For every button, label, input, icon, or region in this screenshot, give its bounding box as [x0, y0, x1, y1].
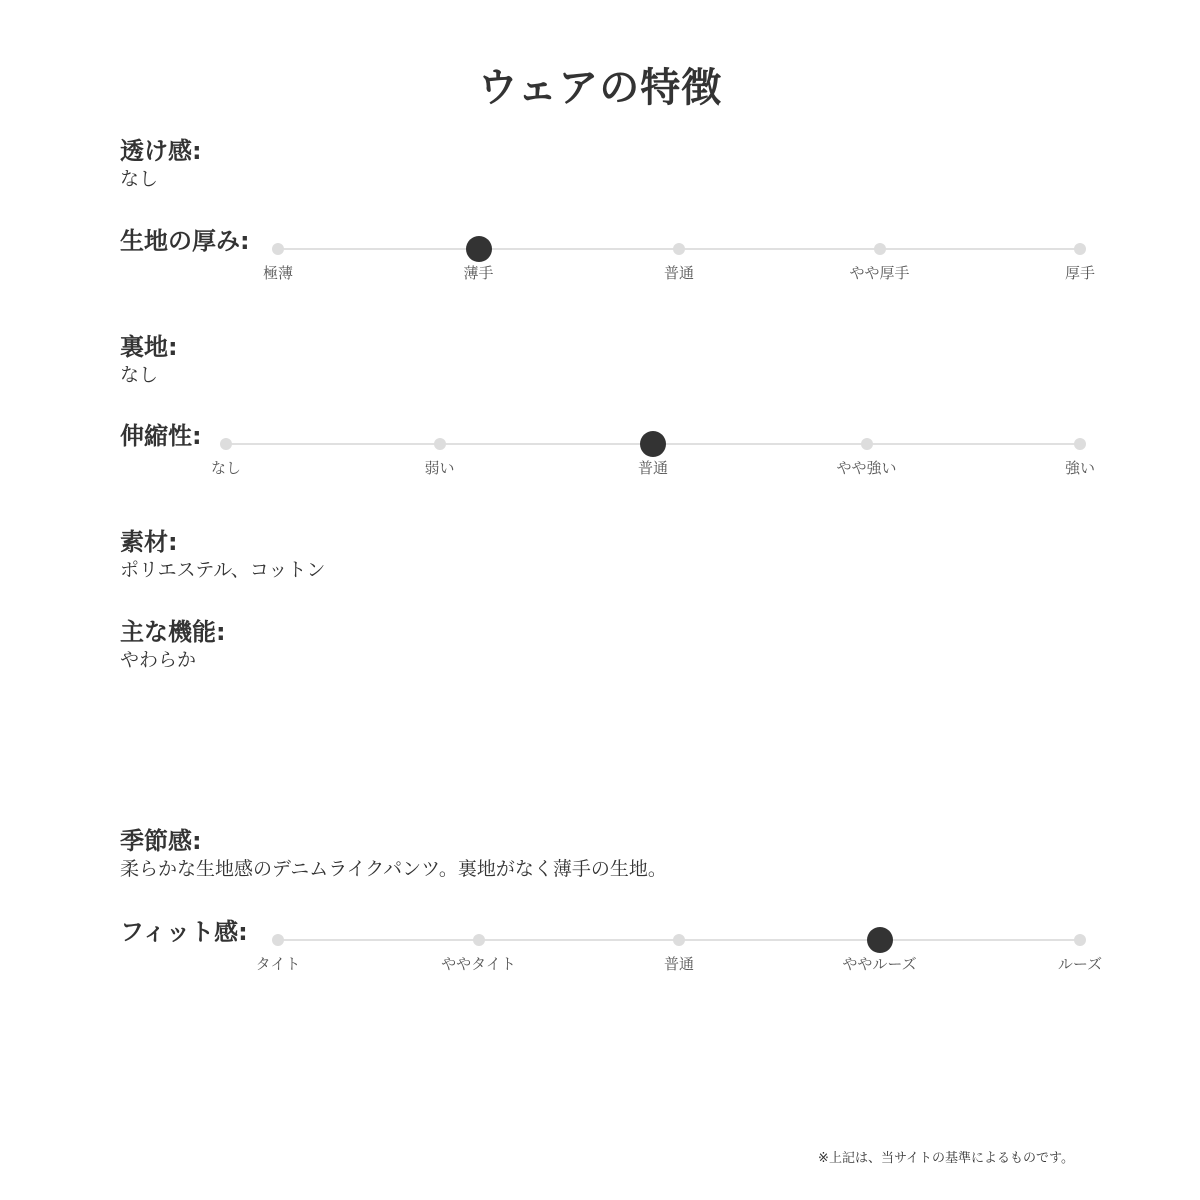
stretch-dot-selected: [640, 431, 666, 457]
material-label: 素材:: [120, 528, 178, 556]
thickness-label: 生地の厚み:: [120, 227, 250, 255]
stretch-label: 伸縮性:: [120, 422, 202, 450]
thickness-dot: [874, 243, 886, 255]
thickness-option-label: やや厚手: [849, 264, 910, 282]
lining-section: [120, 332, 178, 387]
lining-value: なし: [120, 364, 159, 386]
lining-label: 裏地:: [120, 333, 178, 361]
transparency-label: 透け感:: [120, 137, 202, 165]
thickness-option-label: 極薄: [262, 264, 294, 282]
thickness-scale: [120, 226, 1100, 286]
functions-section: [120, 617, 226, 672]
stretch-option-label: 普通: [637, 459, 669, 477]
fit-dot-selected: [867, 927, 893, 953]
fit-dot: [673, 934, 685, 946]
transparency-value: なし: [120, 168, 159, 190]
footnote: ※上記は、当サイトの基準によるものです。: [818, 1151, 1074, 1166]
thickness-dot-selected: [466, 236, 492, 262]
material-section: [120, 527, 325, 582]
functions-label: 主な機能:: [120, 618, 226, 646]
thickness-option-label: 普通: [663, 264, 695, 282]
transparency-section: [120, 136, 202, 191]
fit-option-label: 普通: [663, 955, 695, 973]
stretch-dot: [220, 438, 232, 450]
stretch-option-label: 弱い: [424, 459, 455, 477]
thickness-option-label: 薄手: [463, 264, 494, 282]
season-label: 季節感:: [120, 827, 202, 855]
stretch-dot: [861, 438, 873, 450]
stretch-scale: [120, 421, 1100, 481]
fit-option-label: ルーズ: [1057, 955, 1103, 973]
stretch-option-label: やや強い: [836, 459, 897, 477]
fit-option-label: ややルーズ: [842, 955, 917, 973]
thickness-option-label: 厚手: [1064, 264, 1096, 282]
material-value: ポリエステル、コットン: [120, 559, 326, 581]
fit-scale: [120, 917, 1103, 977]
stretch-dot: [434, 438, 446, 450]
fit-option-label: ややタイト: [441, 955, 516, 973]
season-value: 柔らかな生地感のデニムライクパンツ。裏地がなく薄手の生地。: [120, 858, 667, 880]
stretch-option-label: なし: [210, 459, 242, 477]
thickness-dot: [1074, 243, 1086, 255]
fit-option-label: タイト: [255, 955, 301, 973]
thickness-dot: [673, 243, 685, 255]
fit-dot: [473, 934, 485, 946]
stretch-option-label: 強い: [1064, 459, 1096, 477]
thickness-dot: [272, 243, 284, 255]
functions-value: やわらか: [120, 649, 197, 671]
stretch-dot: [1074, 438, 1086, 450]
fit-dot: [1074, 934, 1086, 946]
season-section: [120, 826, 667, 881]
page-title: ウェアの特徴: [477, 65, 723, 111]
fit-dot: [272, 934, 284, 946]
fit-label: フィット感:: [120, 918, 248, 946]
